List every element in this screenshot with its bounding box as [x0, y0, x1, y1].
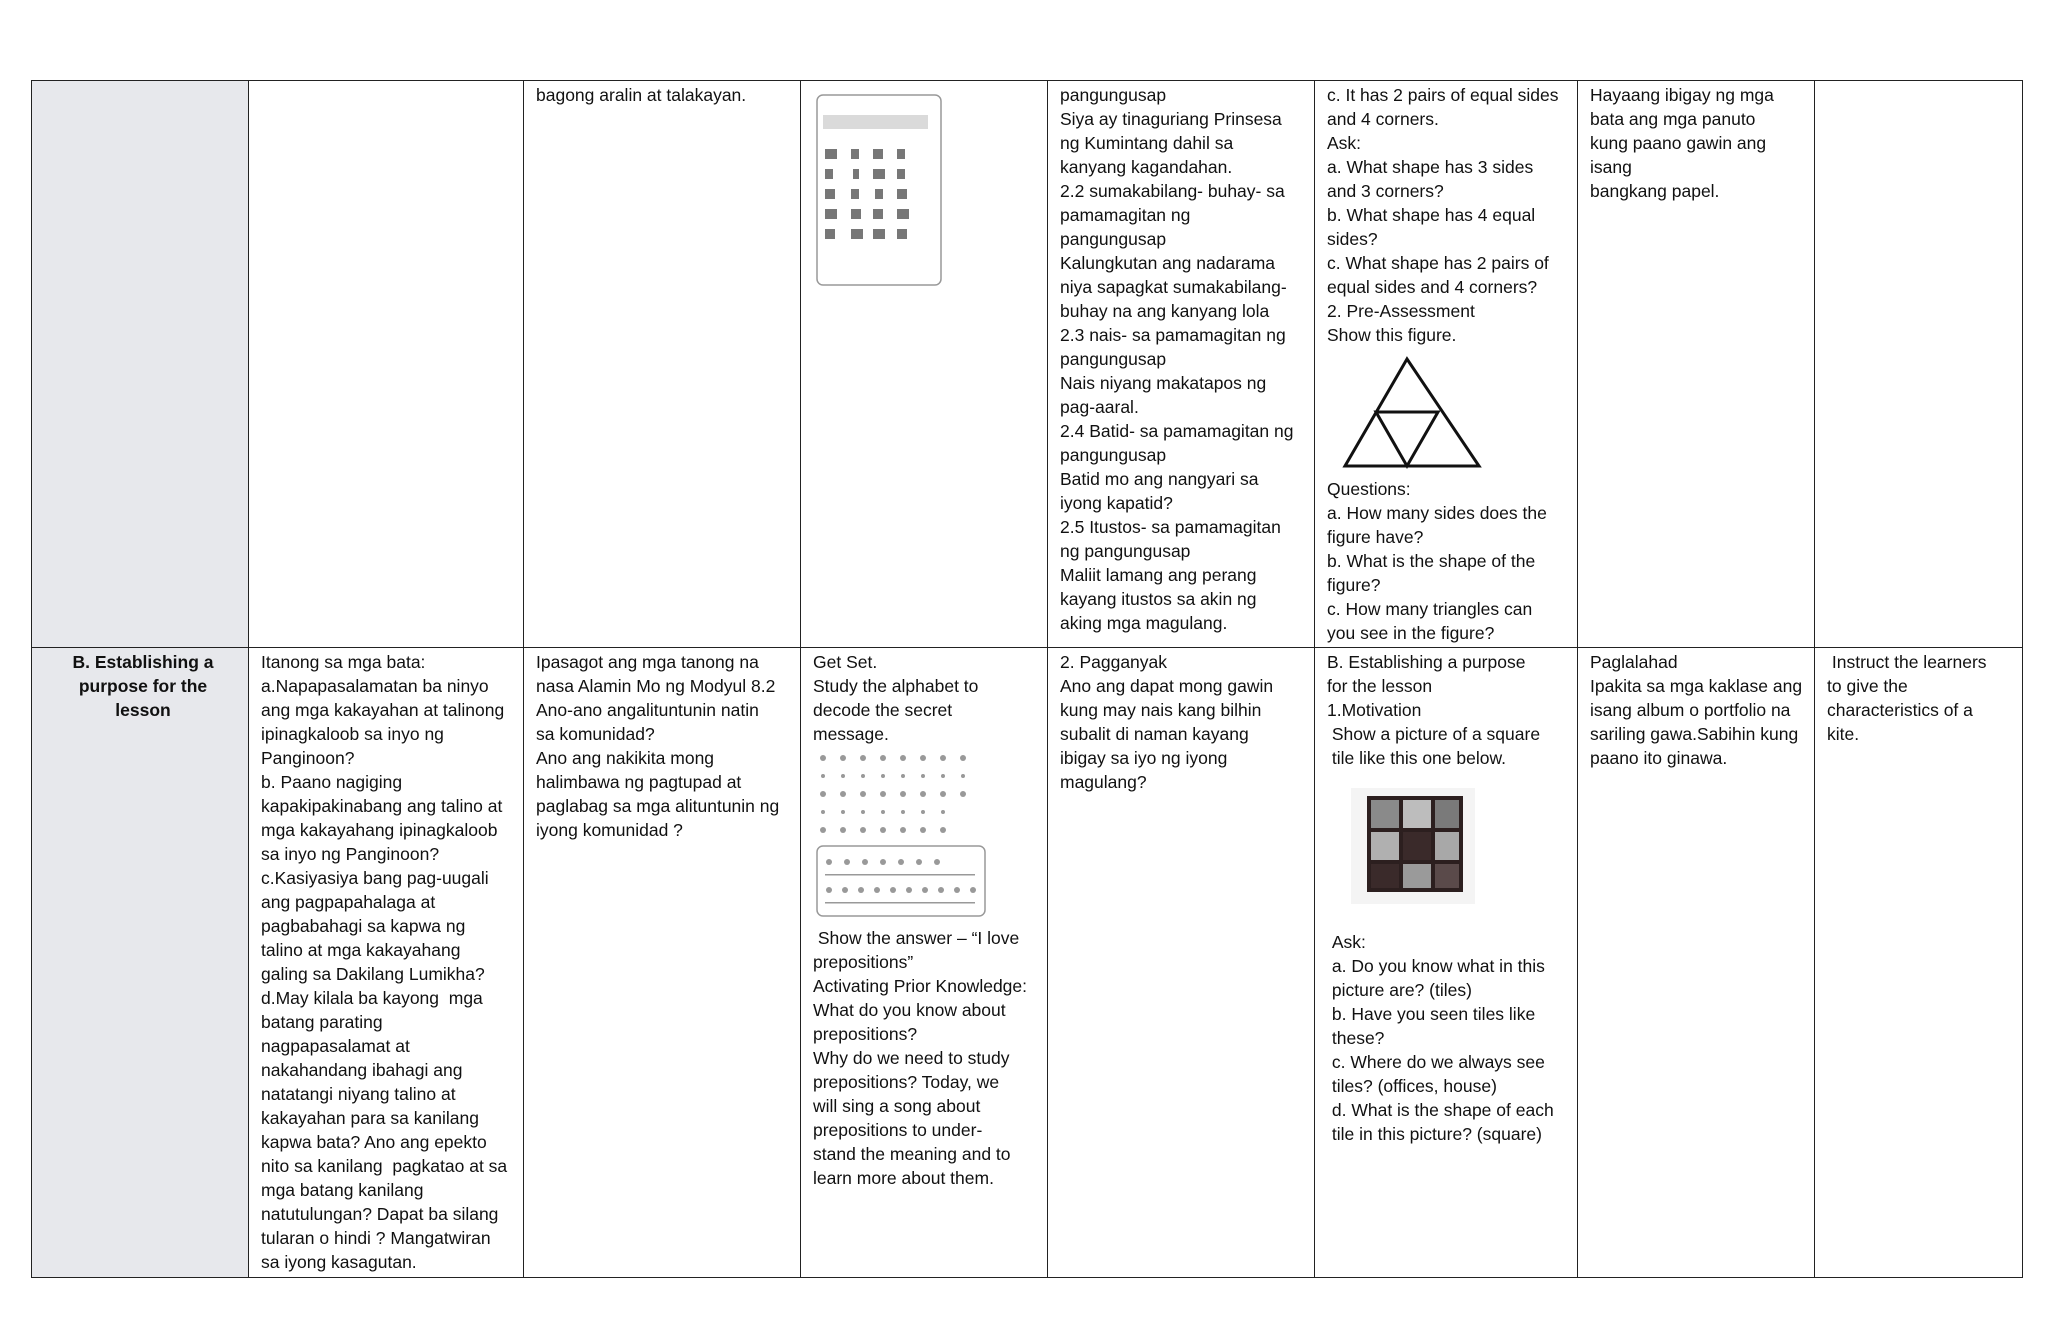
text-line: pangungusap: [1060, 229, 1167, 249]
text-line: What do you know about: [813, 1000, 1006, 1020]
text-line: a.Napapasalamatan ba ninyo: [261, 676, 489, 696]
text-line: prepositions? Today, we: [813, 1072, 1000, 1092]
row-label-cell: [32, 81, 249, 648]
table-cell: [1315, 648, 1578, 1278]
text-line: aking mga magulang.: [1060, 613, 1228, 633]
text-line: Study the alphabet to: [813, 676, 979, 696]
text-line: sa iyong kasagutan.: [261, 1252, 417, 1272]
table-cell: [1315, 81, 1578, 648]
text-line: tile in this picture? (square): [1327, 1124, 1542, 1144]
text-line: c. How many triangles can: [1327, 599, 1533, 619]
text-line: isang album o portfolio na: [1590, 700, 1791, 720]
text-line: B. Establishing a purpose: [1327, 652, 1526, 672]
text-line: and 3 corners?: [1327, 181, 1444, 201]
text-line: picture are? (tiles): [1327, 980, 1472, 1000]
text-line: mga batang kanilang: [261, 1180, 424, 1200]
text-line: Why do we need to study: [813, 1048, 1010, 1068]
text-line: will sing a song about: [813, 1096, 981, 1116]
text-line: b. What is the shape of the: [1327, 551, 1536, 571]
text-line: Paglalahad: [1590, 652, 1678, 672]
text-line: 2.4 Batid- sa pamamagitan ng: [1060, 421, 1294, 441]
table-cell: [249, 648, 524, 1278]
text-line: pagbabahagi sa kapwa ng: [261, 916, 466, 936]
text-line: a. Do you know what in this: [1327, 956, 1545, 976]
table-cell: [1578, 648, 1815, 1278]
text-line: paglabag sa mga alituntunin ng: [536, 796, 780, 816]
text-line: nito sa kanilang pagkatao at sa: [261, 1156, 508, 1176]
text-line: d.May kilala ba kayong mga: [261, 988, 483, 1008]
text-line: pangungusap: [1060, 349, 1167, 369]
text-line: Nais niyang makatapos ng: [1060, 373, 1267, 393]
triangle-figure: [1327, 351, 1487, 471]
text-line: Ano-ano angalituntunin natin: [536, 700, 759, 720]
text-line: b. Paano nagiging: [261, 772, 403, 792]
text-line: magulang?: [1060, 772, 1147, 792]
text-line: stand the meaning and to: [813, 1144, 1011, 1164]
text-line: Kalungkutan ang nadarama: [1060, 253, 1276, 273]
text-line: kayang itustos sa akin ng: [1060, 589, 1257, 609]
text-line: Panginoon?: [261, 748, 355, 768]
text-line: kite.: [1827, 724, 1860, 744]
text-line: message.: [813, 724, 889, 744]
text-line: Show this figure.: [1327, 325, 1457, 345]
text-line: b. What shape has 4 equal: [1327, 205, 1536, 225]
text-line: 2.3 nais- sa pamamagitan ng: [1060, 325, 1286, 345]
text-line: prepositions?: [813, 1024, 918, 1044]
text-line: pangungusap: [1060, 445, 1167, 465]
text-line: Ano ang dapat mong gawin: [1060, 676, 1274, 696]
text-line: Instruct the learners: [1827, 652, 1987, 672]
text-line: iyong komunidad ?: [536, 820, 683, 840]
text-line: Get Set.: [813, 652, 878, 672]
text-line: pag-aaral.: [1060, 397, 1139, 417]
table-cell: [1815, 81, 2023, 648]
text-line: Ano ang nakikita mong: [536, 748, 715, 768]
text-line: mga kakayahang ipinagkaloob: [261, 820, 498, 840]
text-line: b. Have you seen tiles like: [1327, 1004, 1536, 1024]
text-line: 2.5 Itustos- sa pamamagitan: [1060, 517, 1281, 537]
text-line: a. How many sides does the: [1327, 503, 1547, 523]
text-line: lesson: [115, 700, 171, 720]
secret-code-image: [813, 750, 993, 920]
text-line: Itanong sa mga bata:: [261, 652, 426, 672]
text-line: ang mga kakayahan at talinong: [261, 700, 505, 720]
text-line: 1.Motivation: [1327, 700, 1422, 720]
table-cell: [1578, 81, 1815, 648]
text-line: c. It has 2 pairs of equal sides: [1327, 85, 1559, 105]
text-line: tile like this one below.: [1327, 748, 1507, 768]
text-line: and 4 corners.: [1327, 109, 1439, 129]
text-line: 2. Pagganyak: [1060, 652, 1168, 672]
text-line: 2.2 sumakabilang- buhay- sa: [1060, 181, 1285, 201]
text-line: figure have?: [1327, 527, 1424, 547]
lesson-plan-table: [31, 80, 2023, 1278]
text-line: pamamagitan ng: [1060, 205, 1191, 225]
text-line: natatangi niyang talino at: [261, 1084, 456, 1104]
table-cell: [1048, 648, 1315, 1278]
text-line: halimbawa ng pagtupad at: [536, 772, 742, 792]
text-line: to give the: [1827, 676, 1908, 696]
text-line: kapwa bata? Ano ang epekto: [261, 1132, 487, 1152]
text-line: bagong aralin at talakayan.: [536, 85, 747, 105]
text-line: characteristics of a: [1827, 700, 1973, 720]
square-tile-image: [1327, 774, 1487, 924]
table-cell: [524, 81, 801, 648]
text-line: 2. Pre-Assessment: [1327, 301, 1475, 321]
table-cell: [1815, 648, 2023, 1278]
text-line: learn more about them.: [813, 1168, 994, 1188]
text-line: isang: [1590, 157, 1632, 177]
text-line: nasa Alamin Mo ng Modyul 8.2: [536, 676, 776, 696]
text-line: Ipakita sa mga kaklase ang: [1590, 676, 1803, 696]
text-line: sides?: [1327, 229, 1378, 249]
text-line: nakahandang ibahagi ang: [261, 1060, 463, 1080]
text-line: iyong kapatid?: [1060, 493, 1173, 513]
text-line: for the lesson: [1327, 676, 1433, 696]
row-label-cell: [32, 648, 249, 1278]
text-line: sa inyo ng Panginoon?: [261, 844, 440, 864]
text-line: tularan o hindi ? Mangatwiran: [261, 1228, 491, 1248]
text-line: Questions:: [1327, 479, 1411, 499]
text-line: d. What is the shape of each: [1327, 1100, 1554, 1120]
text-line: kung may nais kang bilhin: [1060, 700, 1262, 720]
text-line: batang parating: [261, 1012, 383, 1032]
text-line: decode the secret: [813, 700, 953, 720]
text-line: figure?: [1327, 575, 1381, 595]
text-line: ipinagkaloob sa inyo ng: [261, 724, 444, 744]
table-row: [32, 81, 2023, 648]
table-cell: [249, 81, 524, 648]
text-line: kanyang kagandahan.: [1060, 157, 1233, 177]
text-line: paano ito ginawa.: [1590, 748, 1728, 768]
text-line: nagpapasalamat at: [261, 1036, 410, 1056]
text-line: Ask:: [1327, 932, 1366, 952]
text-line: Show a picture of a square: [1327, 724, 1541, 744]
text-line: a. What shape has 3 sides: [1327, 157, 1534, 177]
text-line: sa komunidad?: [536, 724, 655, 744]
text-line: bata ang mga panuto: [1590, 109, 1756, 129]
table-row: [32, 648, 2023, 1278]
text-line: purpose for the: [78, 676, 208, 696]
text-line: natutulungan? Dapat ba silang: [261, 1204, 499, 1224]
text-line: Maliit lamang ang perang: [1060, 565, 1257, 585]
table-cell: [1048, 81, 1315, 648]
text-line: ibigay sa iyo ng iyong: [1060, 748, 1228, 768]
text-line: you see in the figure?: [1327, 623, 1495, 643]
text-line: bangkang papel.: [1590, 181, 1720, 201]
text-line: tiles? (offices, house): [1327, 1076, 1497, 1096]
text-line: equal sides and 4 corners?: [1327, 277, 1538, 297]
text-line: prepositions to under-: [813, 1120, 983, 1140]
text-line: prepositions”: [813, 952, 914, 972]
text-line: B. Establishing a: [72, 652, 214, 672]
text-line: sariling gawa.Sabihin kung: [1590, 724, 1799, 744]
text-line: c.Kasiyasiya bang pag-uugali: [261, 868, 489, 888]
text-line: subalit di naman kayang: [1060, 724, 1249, 744]
text-line: Hayaang ibigay ng mga: [1590, 85, 1774, 105]
text-line: c. Where do we always see: [1327, 1052, 1545, 1072]
text-line: Activating Prior Knowledge:: [813, 976, 1027, 996]
text-line: ng Kumintang dahil sa: [1060, 133, 1234, 153]
table-cell: [524, 648, 801, 1278]
text-line: ang pagpapahalaga at: [261, 892, 436, 912]
text-line: Ipasagot ang mga tanong na: [536, 652, 759, 672]
alphabet-chart-image: [813, 87, 948, 292]
text-line: Siya ay tinaguriang Prinsesa: [1060, 109, 1282, 129]
table-cell: [801, 81, 1048, 648]
text-line: Ask:: [1327, 133, 1362, 153]
text-line: Batid mo ang nangyari sa: [1060, 469, 1259, 489]
text-line: Show the answer – “I love: [813, 928, 1020, 948]
text-line: kapakipakinabang ang talino at: [261, 796, 503, 816]
text-line: niya sapagkat sumakabilang-: [1060, 277, 1287, 297]
text-line: these?: [1327, 1028, 1385, 1048]
text-line: buhay na ang kanyang lola: [1060, 301, 1270, 321]
text-line: talino at mga kakayahang: [261, 940, 461, 960]
text-line: c. What shape has 2 pairs of: [1327, 253, 1549, 273]
text-line: ng pangungusap: [1060, 541, 1191, 561]
text-line: pangungusap: [1060, 85, 1167, 105]
table-cell: [801, 648, 1048, 1278]
text-line: galing sa Dakilang Lumikha?: [261, 964, 485, 984]
text-line: kung paano gawin ang: [1590, 133, 1767, 153]
text-line: kakayahan para sa kanilang: [261, 1108, 479, 1128]
